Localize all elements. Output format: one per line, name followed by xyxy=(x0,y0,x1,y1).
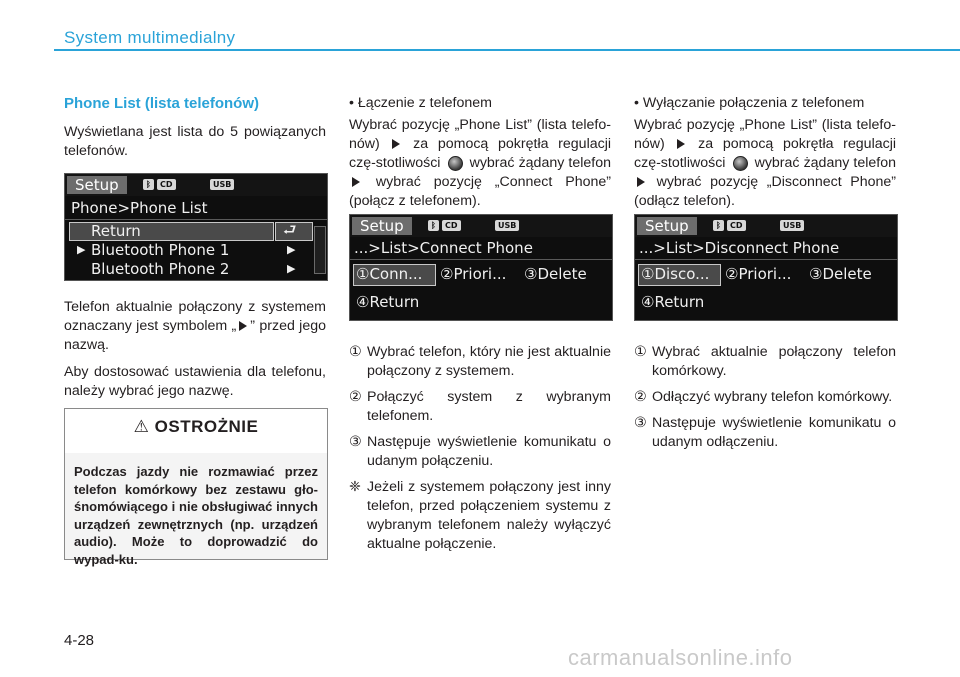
option-priority[interactable]: ②Priori... xyxy=(440,265,507,283)
tune-knob-icon xyxy=(733,156,748,171)
warning-icon: ⚠ xyxy=(133,417,155,436)
usb-icon: USB xyxy=(495,220,519,231)
column-1 xyxy=(64,94,326,169)
option-delete[interactable]: ③Delete xyxy=(809,265,872,283)
column-1-body xyxy=(64,298,326,409)
arrow-right-icon xyxy=(352,177,360,187)
watermark: carmanualsonline.info xyxy=(568,645,793,670)
screen-path: ...>List>Disconnect Phone xyxy=(639,239,840,257)
header-rule xyxy=(54,49,960,51)
arrow-right-icon xyxy=(392,139,400,149)
instruction-text: Wybrać pozycję „Phone List” (lista telefo-nów) za pomocą pokrętła regulacji czę-stotliwości wybrać żądany telefon wybrać pozycję „Connect Phone” (połącz z telefonem). xyxy=(349,117,612,209)
list-item: ① Wybrać telefon, który nie jest aktualnie połączony z systemem. xyxy=(349,344,611,379)
list-item: ③ Następuje wyświetlenie komunikatu o udanym odłączeniu. xyxy=(634,415,896,450)
scrollbar[interactable] xyxy=(314,226,326,274)
settings-text: Aby dostosować ustawienia dla telefonu, należy wybrać jego nazwę. xyxy=(64,364,326,399)
column-2-list xyxy=(349,343,611,561)
steps-list xyxy=(634,343,896,452)
bluetooth-icon: ᛒ xyxy=(428,220,439,231)
usb-icon: USB xyxy=(780,220,804,231)
phone-list-screen xyxy=(64,173,328,281)
setup-label: Setup xyxy=(352,217,412,235)
page-number: 4-28 xyxy=(64,632,95,649)
column-2 xyxy=(349,94,611,219)
list-item: ① Wybrać aktualnie połączony telefon komórkowy. xyxy=(634,344,896,379)
screen-path: Phone>Phone List xyxy=(71,199,208,217)
phone-row-1[interactable]: Bluetooth Phone 1 xyxy=(91,241,230,259)
connected-symbol-text: Telefon aktualnie połączony z systemem oznaczany jest symbolem „ ” przed jego nazwą. xyxy=(64,299,327,353)
option-connect[interactable]: ①Conn... xyxy=(356,265,423,283)
bullet-heading: • Wyłączanie połączenia z telefonem xyxy=(634,95,865,111)
option-return[interactable]: ④Return xyxy=(356,293,420,311)
option-return[interactable]: ④Return xyxy=(641,293,705,311)
warning-title: ⚠ OSTROŻNIE xyxy=(133,417,259,436)
list-item: ③ Następuje wyświetlenie komunikatu o udanym połączeniu. xyxy=(349,434,611,469)
usb-icon: USB xyxy=(210,179,234,190)
list-item: ② Połączyć system z wybranym telefonem. xyxy=(349,389,611,424)
setup-label: Setup xyxy=(67,176,127,194)
header-title: System multimedialny xyxy=(64,28,236,47)
column-3 xyxy=(634,94,896,219)
arrow-right-icon xyxy=(637,177,645,187)
setup-label: Setup xyxy=(637,217,697,235)
cd-icon: CD xyxy=(442,220,461,231)
warning-text: Podczas jazdy nie rozmawiać przez telefon komórkowy bez zestawu gło-śnomówiącego i nie obsługiwać innych urządzeń zewnętrznych (np. urządzeń audio). Może to doprowadzić do wypad-ku. xyxy=(74,464,318,567)
return-icon: ⮐ xyxy=(283,221,297,239)
note-item: ❈ Jeżeli z systemem połączony jest inny telefon, przed połączeniem systemu z wybranym telefonem należy wyłączyć aktualne połączenie. xyxy=(349,479,611,552)
cd-icon: CD xyxy=(157,179,176,190)
disconnect-phone-screen xyxy=(634,214,898,321)
cd-icon: CD xyxy=(727,220,746,231)
screen-path: ...>List>Connect Phone xyxy=(354,239,533,257)
play-marker-icon xyxy=(239,321,247,331)
bullet-heading: • Łączenie z telefonem xyxy=(349,95,492,111)
bluetooth-icon: ᛒ xyxy=(713,220,724,231)
connected-marker-icon: ▶ xyxy=(77,243,86,256)
return-item: Return xyxy=(91,222,141,240)
warning-box xyxy=(64,408,328,567)
list-item: ② Odłączyć wybrany telefon komórkowy. xyxy=(634,389,893,405)
section-title: Phone List (lista telefonów) xyxy=(64,95,260,112)
chevron-right-icon: ▶ xyxy=(287,262,296,275)
option-priority[interactable]: ②Priori... xyxy=(725,265,792,283)
chevron-right-icon: ▶ xyxy=(287,243,296,256)
option-delete[interactable]: ③Delete xyxy=(524,265,587,283)
option-disconnect[interactable]: ①Disco... xyxy=(641,265,710,283)
phone-row-2[interactable]: Bluetooth Phone 2 xyxy=(91,260,230,278)
arrow-right-icon xyxy=(677,139,685,149)
column-3-list xyxy=(634,343,896,459)
steps-list xyxy=(349,343,611,554)
intro-text: Wyświetlana jest lista do 5 powiązanych telefonów. xyxy=(64,124,326,159)
tune-knob-icon xyxy=(448,156,463,171)
bluetooth-icon: ᛒ xyxy=(143,179,154,190)
connect-phone-screen xyxy=(349,214,613,321)
instruction-text: Wybrać pozycję „Phone List” (lista telefo-nów) za pomocą pokrętła regulacji czę-stotliwości wybrać żądany telefon wybrać pozycję „Disconnect Phone” (odłącz telefon). xyxy=(634,117,897,209)
